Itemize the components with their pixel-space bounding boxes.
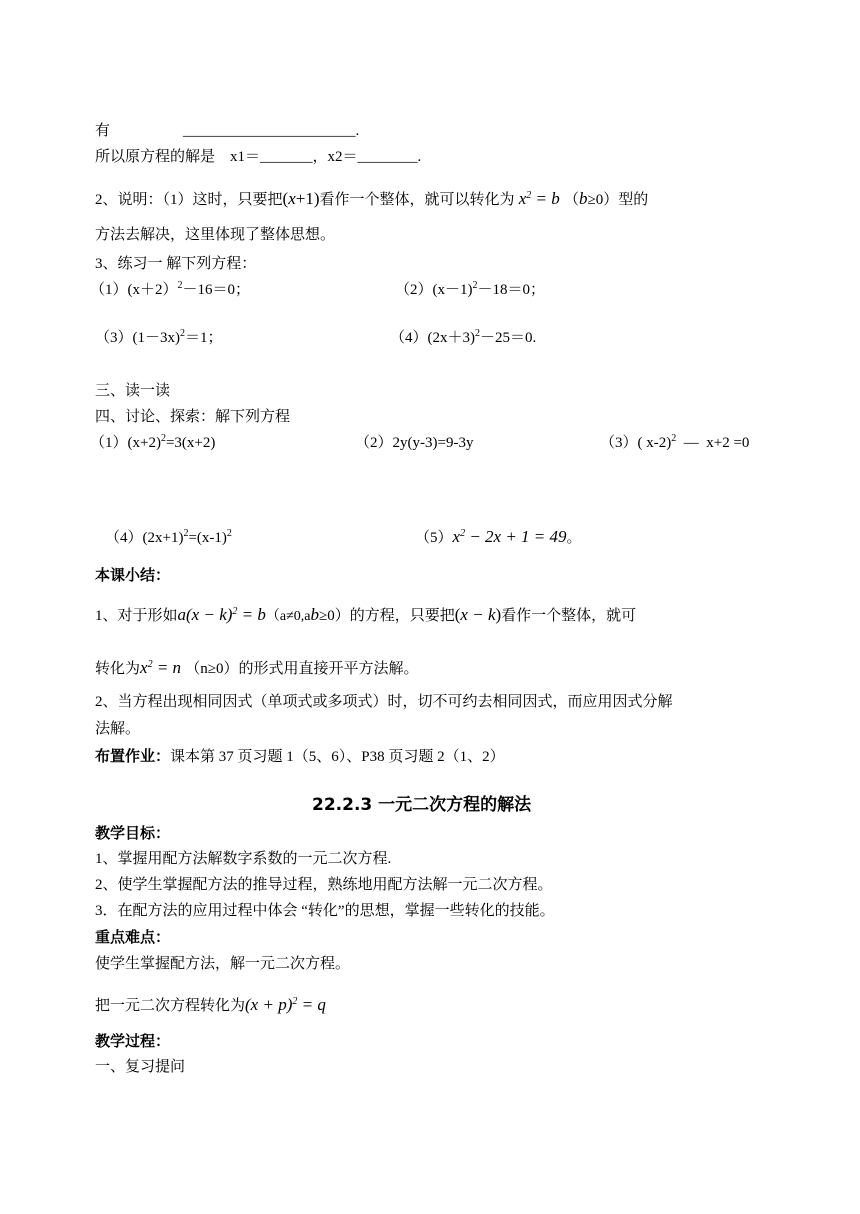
q5-prefix: （5） [415,530,453,546]
goals-heading: 教学目标： [95,824,171,842]
summary-text-b: （a≠0,a [265,609,311,624]
discuss-q1: $(1)(x+2)^2=3(x+2)$ [90,433,216,451]
homework-text: 课本第 37 页习题 1（5、6）、P38 页习题 2（1、2） [170,749,505,765]
summary-heading: 本课小结： [95,566,171,584]
goal-3: 3．在配方法的应用过程中体会 “转化”的思想，掌握一些转化的技能。 [95,903,555,919]
note-text-c: （ [564,192,580,208]
homework-label: 布置作业： [95,747,171,765]
summary-text-f: （n≥0）的形式用直接开平方法解。 [185,661,419,677]
math-b-2: b [310,605,320,624]
exercise-heading: 3、练习一 解下列方程： [95,256,257,272]
note-line-1 [95,190,648,208]
line-prefix: 有 [95,123,111,139]
discuss-q3: （3）( x-2)$^2$ — x+2 =0 [600,433,750,451]
exercise-q2: $(2)(x-1)^2-18=0$； [395,280,546,298]
summary-text-a: 1、对于形如 [95,608,178,624]
summary-p2-line2: 法解。 [95,721,141,737]
summary-text-c: ≥0）的方程，只要把 [319,608,455,624]
discuss-q4: $(4)(2x+1)^2=(x-1)^2$ [105,528,232,546]
math-q5: $x^2 - 2x + 1 = 49$ [452,527,567,546]
goal-2: 2、使学生掌握配方法的推导过程，熟练地用配方法解一元二次方程。 [95,877,553,893]
note-text-a: 2、说明：（1）这时，只要把 [95,192,283,208]
lesson-title: 22.2.3 一元二次方程的解法 [312,795,532,815]
summary-p1-line1 [95,606,636,624]
q5-suffix: 。 [566,530,582,546]
math-x-plus-p: $(x + p)^2 = q$ [245,995,326,1014]
note-line-2: 方法去解决，这里体现了整体思想。 [95,227,336,243]
review-heading: 一、复习提问 [95,1059,186,1075]
math-x-plus-1: (x+1) [282,189,320,208]
math-x-sq-eq-n: $x^2 = n$ [140,658,186,677]
discuss-q5 [415,528,582,546]
summary-p1-line2 [95,659,419,677]
section-discuss-heading: 四、讨论、探索：解下列方程 [95,409,291,425]
exercise-q4: $(4)(2x+3)^2-25=0$. [390,328,537,346]
exercise-q1: （1）(x＋2）$^2$－16＝0； [90,280,251,298]
homework-line [95,749,505,765]
summary-p2-line1: 2、当方程出现相同因式（单项式或多项式）时，切不可约去相同因式，而应用因式分解 [95,694,673,710]
key-point-2 [95,996,326,1014]
key-point-2-text: 把一元二次方程转化为 [95,998,246,1014]
fill-line-1 [95,123,360,139]
math-x-minus-k: (x − k) [454,605,502,624]
key-point-1: 使学生掌握配方法，解一元二次方程。 [95,956,351,972]
discuss-q2: （2）2y(y-3)=9-3y [355,435,474,451]
solution-line: 所以原方程的解是 x1＝_______，x2＝________. [95,149,422,165]
note-text-b: 看作一个整体，就可以转化为 [319,192,515,208]
math-x-sq-eq-b: $x^2 = b$ [514,189,565,208]
math-a-x-k: $a(x - k)^2 = b$ [177,605,266,624]
note-text-d: ≥0）型的 [587,192,649,208]
exercise-q3: $(3)(1-3x)^2=1$； [95,328,223,346]
summary-text-d: 看作一个整体，就可 [501,608,637,624]
process-heading: 教学过程： [95,1032,171,1050]
summary-text-e: 转化为 [95,661,141,677]
key-heading: 重点难点： [95,928,171,946]
section-read: 三、读一读 [95,383,171,399]
goal-1: 1、掌握用配方法解数字系数的一元二次方程. [95,851,392,867]
math-b: b [579,189,588,208]
answer-blank[interactable]: _______________________. [183,123,360,139]
